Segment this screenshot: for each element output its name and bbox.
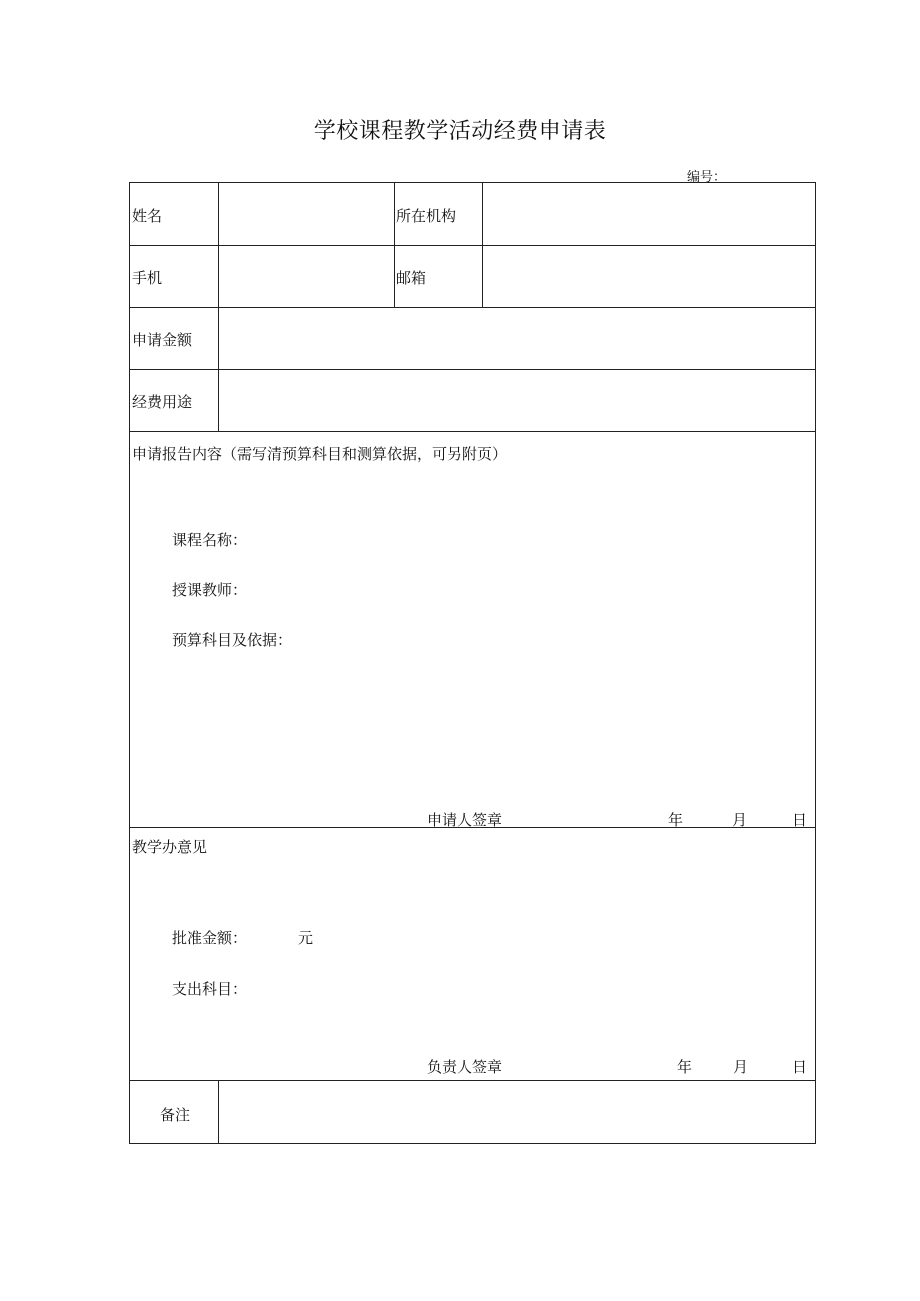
remarks-field[interactable] xyxy=(219,1081,815,1143)
budget-basis-label: 预算科目及依据： xyxy=(172,631,293,649)
phone-label: 手机 xyxy=(132,269,163,287)
manager-signature-label: 负责人签章 xyxy=(427,1058,503,1076)
date-month-label: 月 xyxy=(733,1058,749,1076)
date-year-label: 年 xyxy=(668,811,684,829)
approved-amount-label: 批准金额： xyxy=(172,929,248,947)
serial-number-label: 编号： xyxy=(687,170,727,185)
date-year-label: 年 xyxy=(677,1058,693,1076)
purpose-field[interactable] xyxy=(219,370,815,431)
email-label: 邮箱 xyxy=(396,269,427,287)
office-opinion-area[interactable] xyxy=(130,828,815,1080)
organization-field[interactable] xyxy=(483,183,815,245)
date-day-label: 日 xyxy=(792,811,808,829)
column-divider xyxy=(394,183,395,307)
report-heading: 申请报告内容（需写清预算科目和测算依据，可另附页） xyxy=(132,445,508,463)
office-opinion-heading: 教学办意见 xyxy=(132,838,208,856)
form-title: 学校课程教学活动经费申请表 xyxy=(313,119,607,144)
name-label: 姓名 xyxy=(132,207,163,225)
teacher-label: 授课教师： xyxy=(172,581,248,599)
expense-item-label: 支出科目： xyxy=(172,980,248,998)
application-form xyxy=(129,182,816,1144)
course-name-label: 课程名称： xyxy=(172,531,248,549)
organization-label: 所在机构 xyxy=(396,207,457,225)
date-day-label: 日 xyxy=(792,1058,808,1076)
currency-unit-label: 元 xyxy=(298,929,314,947)
name-field[interactable] xyxy=(219,183,394,245)
amount-label: 申请金额 xyxy=(132,331,193,349)
amount-field[interactable] xyxy=(219,308,815,369)
email-field[interactable] xyxy=(483,246,815,307)
remarks-label: 备注 xyxy=(160,1106,191,1124)
date-month-label: 月 xyxy=(732,811,748,829)
phone-field[interactable] xyxy=(219,246,394,307)
applicant-signature-label: 申请人签章 xyxy=(427,811,503,829)
purpose-label: 经费用途 xyxy=(132,393,193,411)
